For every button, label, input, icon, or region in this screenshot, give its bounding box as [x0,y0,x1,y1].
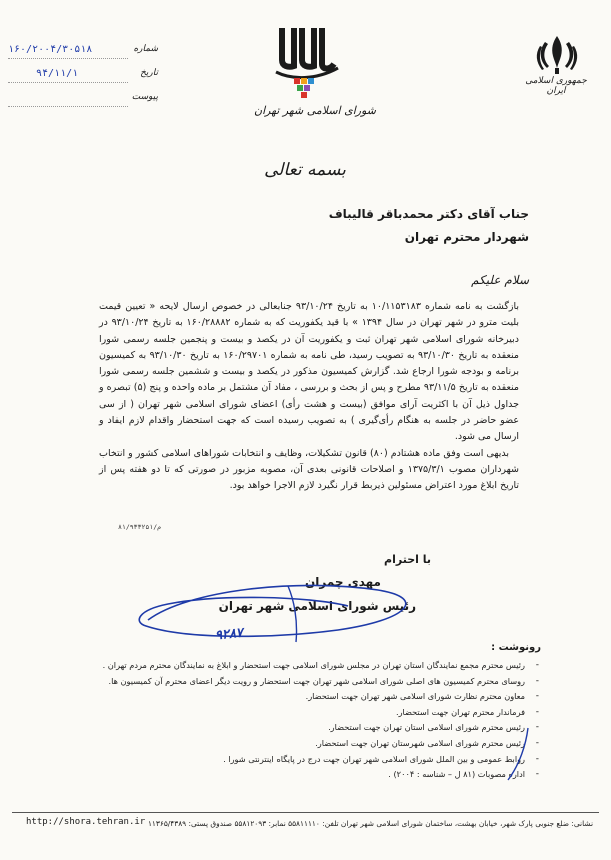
greeting: سلام علیکم [471,273,529,287]
list-item: - رئیس محترم شورای اسلامی استان تهران جهت استحضار. [93,720,533,736]
emblem-caption: جمهوری اسلامی ایران [525,76,587,96]
letter-number-value: ۱۶۰/۲۰۰۴/۳۰۵۱۸ [8,44,93,55]
list-item: - روابط عمومی و بین الملل شورای اسلامی شهر تهران جهت درج در پایگاه اینترنتی شورا . [93,752,533,768]
signature-scribble [128,560,428,650]
letter-date-row [8,68,158,84]
letter-date-label: تاریخ [140,68,158,78]
dotted-line [8,82,128,83]
letter-date-value: ۹۴/۱۱/۱ [36,68,79,79]
bismillah: بسمه تعالی [264,160,346,180]
letter-body [99,299,519,495]
list-item: - روسای محترم کمیسیون های اصلی شورای اسلامی شهر تهران جهت استحضار و رویت دیگر اعضای محترم آن کمیسیون ها. [93,674,533,690]
pen-mark [498,724,538,784]
attachment-label: پیوست [131,92,158,102]
list-item: - رئیس محترم مجمع نمایندگان استان تهران در مجلس شورای اسلامی جهت استحضار و ابلاغ به نمایندگان محترم مردم تهران . [93,658,533,674]
list-item: - معاون محترم نظارت شورای اسلامی شهر تهران جهت استحضار. [93,689,533,705]
document-reference: م/۸۱/۹۳۳۲۵۱ [118,523,162,531]
footer-address: نشانی: ضلع جنوبی پارک شهر، خیابان بهشت، ساختمان شورای اسلامی شهر تهران تلفن: ۵۵۸۱۱۱۱۰ نمابر: ۵۵۸۱۲۰۹۳ صندوق پستی: ۱۱۳۶۵/۴۳۸۹ [147,819,593,828]
list-item: - اداره مصوبات (۸۱ ل – شناسه : ۲۰۰۴) . [93,767,533,783]
letter-number-label: شماره [133,44,158,54]
cc-list [93,658,533,783]
addressee-name: جناب آقای دکتر محمدباقر قالیباف [328,207,529,221]
body-paragraph-1: بازگشت به نامه شماره ۱۰/۱۱۵۳۱۸۳ به تاریخ ۹۳/۱۰/۲۴ جنابعالی در خصوص ارسال لایحه « تعیین قیمت بلیت مترو در شهر تهران در سال ۱۳۹۴ » با قید یکفوریت که به شماره ۱۶۰/۲۸۸۸۲ به تاریخ ۹۳/۱۰/۲۴ در دبیرخانه شورای اسلامی شهر تهران ثبت و یکفوریت آن در یکصد و بیست و پنجمین جلسه رسمی شورا منعقده به تاریخ ۹۳/۱۰/۳۰ به تصویب رسید، طی نامه به شماره ۱۶۰/۲۹۷۰۱ به تاریخ ۹۳/۱۰/۳۰ به کمیسیون برنامه و بودجه شورا ارجاع شد. گزارش کمیسیون مذکور در یکصد و بیست و ششمین جلسه رسمی شورا منعقده به تاریخ ۹۳/۱۱/۵ مطرح و پس از بحث و بررسی ، مفاد آن مشتمل بر ماده واحده و پنج (۵) تبصره و جداول ذیل آن با اکثریت آرای موافق (بیست و هشت رأی) اعضای شورای اسلامی شهر تهران ( از سی عضو حاضر در جلسه به هنگام رأی‌گیری ) به تصویب رسیده است که جهت استحضار واقدام لازم ایفاد و ارسال می شود. [99,301,520,443]
letter-number-row [8,44,158,60]
footer-divider [12,812,599,813]
dotted-line [8,106,128,107]
registration-number: ۹۲۸۷ [214,625,244,644]
body-paragraph-2: بدیهی است وفق ماده هشتادم (۸۰) قانون تشکیلات، وظایف و انتخابات شوراهای اسلامی کشور و انتخاب شهرداران مصوب ۱۳۷۵/۳/۱ و اصلاحات قانونی بعدی آن، مصوبه مزبور در صورتی که تا دو هفته پس از تاریخ ابلاغ مورد اعتراض مسئولین ذیربط قرار نگیرد لازم الاجرا خواهد بود. [99,447,520,492]
iran-emblem-icon [533,32,581,76]
council-logo-icon [272,20,342,100]
council-caption: شورای اسلامی شهر تهران [254,104,376,117]
signer-name: مهدی چمران [305,575,381,589]
signer-title: رئیس شورای اسلامی شهر تهران [218,599,416,613]
cc-heading: رونوشت : [491,642,541,653]
attachment-row [8,92,158,108]
list-item: - فرماندار محترم تهران جهت استحضار. [93,705,533,721]
footer-website-link[interactable]: http://shora.tehran.ir [26,817,146,827]
closing-phrase: با احترام [384,553,431,566]
list-item: - رئیس محترم شورای اسلامی شهرستان تهران جهت استحضار. [93,736,533,752]
dotted-line [8,58,128,59]
addressee-title: شهردار محترم تهران [404,230,529,244]
